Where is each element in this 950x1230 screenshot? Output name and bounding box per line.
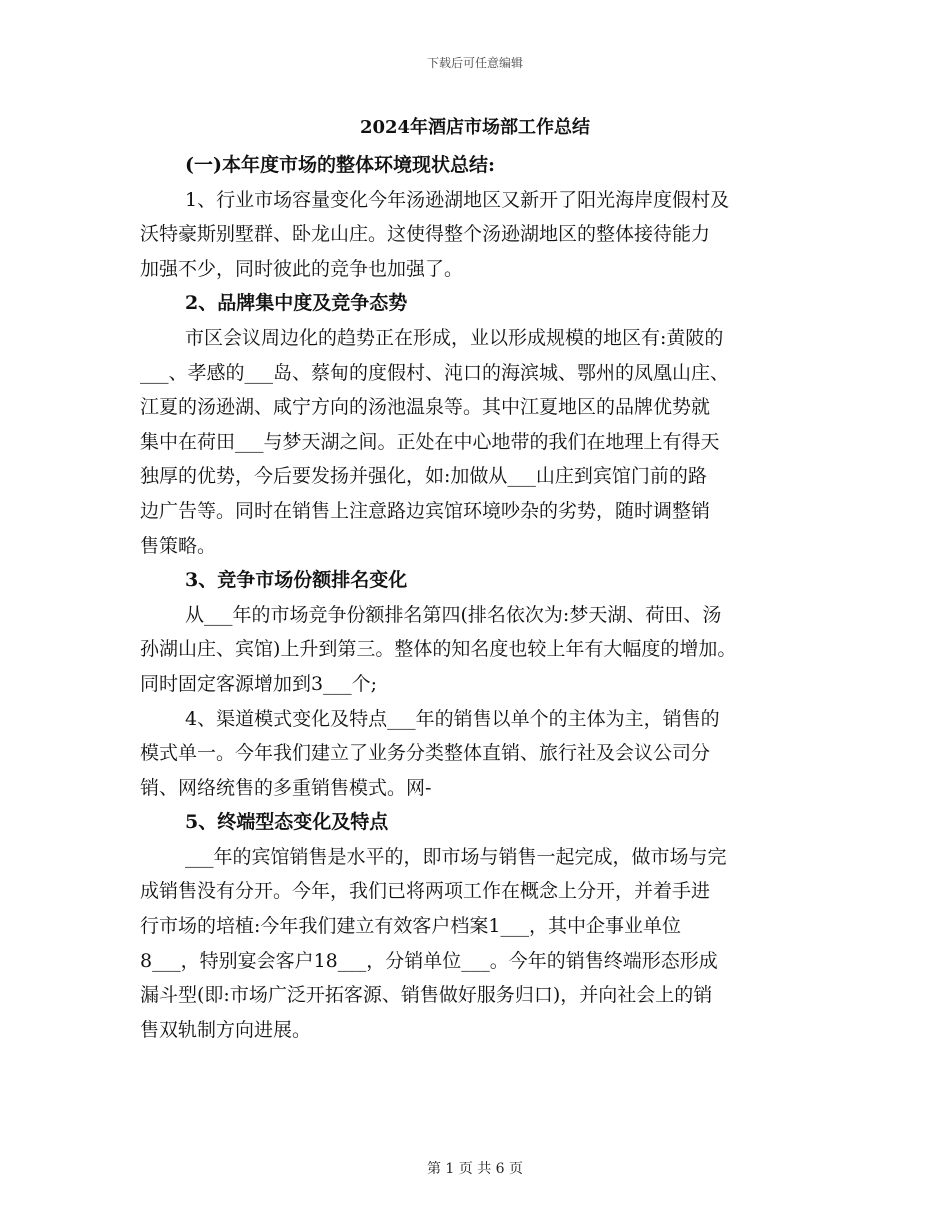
body-line: 1、行业市场容量变化今年汤逊湖地区又新开了阳光海岸度假村及	[185, 188, 730, 211]
subsection-heading: 5、终端型态变化及特点	[185, 811, 389, 834]
body-line: 漏斗型(即:市场广泛开拓客源、销售做好服务归口)，并向社会上的销	[140, 984, 713, 1007]
subsection-heading: 2、品牌集中度及竞争态势	[185, 292, 408, 315]
body-line: 江夏的汤逊湖、咸宁方向的汤池温泉等。其中江夏地区的品牌优势就	[140, 396, 711, 419]
header-note: 下载后可任意编辑	[426, 56, 523, 70]
body-line: 从___年的市场竞争份额排名第四(排名依次为:梦天湖、荷田、汤	[185, 603, 722, 626]
page-footer: 第 1 页 共 6 页	[426, 1161, 524, 1177]
document-body	[140, 148, 820, 1047]
body-line: 行市场的培植:今年我们建立有效客户档案1___，其中企事业单位	[140, 915, 681, 938]
body-line: 集中在荷田___与梦天湖之间。正处在中心地带的我们在地理上有得天	[140, 430, 720, 453]
body-line: 售策略。	[140, 534, 217, 557]
document-title: 2024年酒店市场部工作总结	[359, 117, 591, 138]
body-line: ___、孝感的___岛、蔡甸的度假村、沌口的海滨城、鄂州的凤凰山庄、	[140, 361, 730, 384]
body-line: 独厚的优势，今后要发扬并强化，如:加做从___山庄到宾馆门前的路	[140, 465, 707, 488]
body-line: 模式单一。今年我们建立了业务分类整体直销、旅行社及会议公司分	[140, 742, 711, 765]
subsection-heading: 3、竞争市场份额排名变化	[185, 569, 408, 592]
body-line: 沃特豪斯别墅群、卧龙山庄。这使得整个汤逊湖地区的整体接待能力	[140, 223, 711, 246]
body-line: 加强不少，同时彼此的竞争也加强了。	[140, 257, 464, 280]
body-line: 销、网络统售的多重销售模式。网-	[140, 776, 432, 799]
body-line: 同时固定客源增加到3___个;	[140, 672, 377, 695]
body-line: 4、渠道模式变化及特点___年的销售以单个的主体为主，销售的	[185, 707, 720, 730]
body-line: 售双轨制方向进展。	[140, 1018, 312, 1041]
body-line: 市区会议周边化的趋势正在形成，业以形成规模的地区有:黄陂的	[185, 326, 724, 349]
body-line: 边广告等。同时在销售上注意路边宾馆环境吵杂的劣势，随时调整销	[140, 499, 711, 522]
body-line: 8___，特别宴会客户18___，分销单位___。今年的销售终端形态形成	[140, 949, 718, 972]
body-line: ___年的宾馆销售是水平的，即市场与销售一起完成，做市场与完	[185, 845, 727, 868]
body-line: 孙湖山庄、宾馆)上升到第三。整体的知名度也较上年有大幅度的增加。	[140, 638, 737, 661]
body-line: 成销售没有分开。今年，我们已将两项工作在概念上分开，并着手进	[140, 880, 711, 903]
section-heading: (一)本年度市场的整体环境现状总结:	[185, 154, 495, 176]
